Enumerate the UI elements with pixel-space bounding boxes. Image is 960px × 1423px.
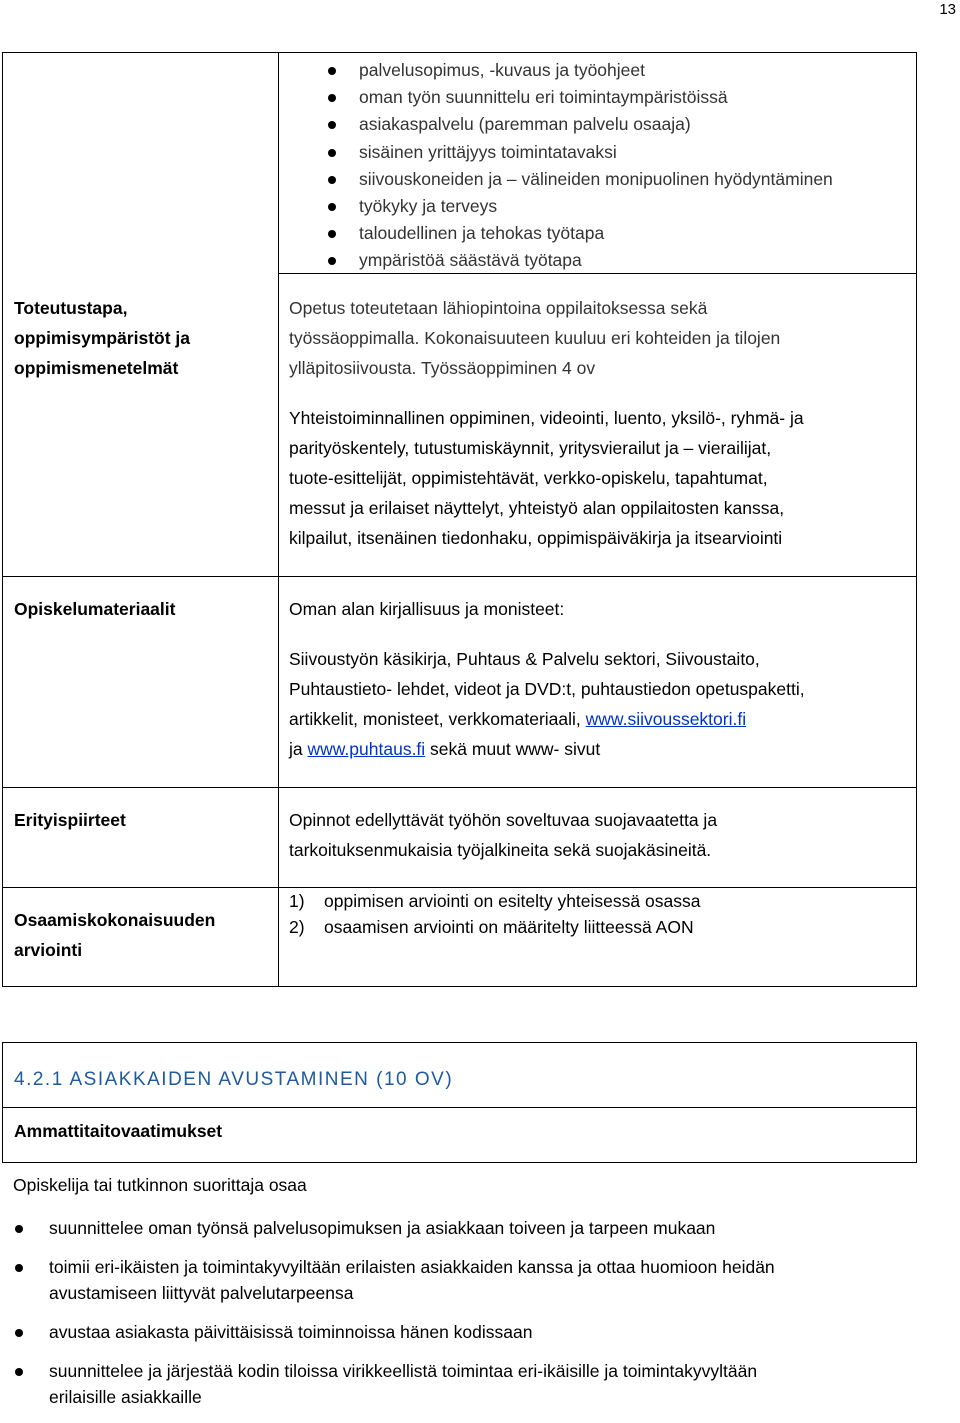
bullet-icon — [15, 1329, 23, 1337]
list-item-text: taloudellinen ja tehokas työtapa — [359, 223, 605, 244]
list-item — [289, 220, 833, 247]
column-divider — [278, 53, 279, 986]
list-item: suunnittelee oman työnsä palvelusopimuksen ja asiakkaan toiveen ja tarpeen mukaan — [13, 1215, 913, 1241]
materiaalit-line: Siivoustyön käsikirja, Puhtaus & Palvelu sektori, Siivoustaito, — [289, 649, 760, 669]
toteutustapa-label: Toteutustapa, oppimisympäristöt ja oppimismenetelmät — [14, 298, 191, 378]
bullet-icon — [328, 149, 336, 157]
arviointi-label: Osaamiskokonaisuuden arviointi — [14, 910, 216, 960]
row-divider — [3, 787, 916, 788]
list-item-text: palvelusopimus, -kuvaus ja työohjeet — [359, 60, 645, 80]
bullet-icon — [328, 203, 336, 211]
bullet-icon — [328, 67, 336, 75]
competence-intro: Opiskelija tai tutkinnon suorittaja osaa — [13, 1175, 307, 1195]
row-divider — [3, 576, 916, 577]
bullet-icon — [328, 121, 336, 129]
toteutus-paragraph-2: Yhteistoiminnallinen oppiminen, videointi, luento, yksilö-, ryhmä- ja parityöskentely, tutustumiskäynnit, yritysvierailut ja – vierailijat, tuote-esittelijät, oppimistehtävät, verkko-opiskelu, tapahtumat, messut ja erilaiset näyttelyt, yhteistyö alan oppilaitosten kanssa, kilpailut, itsenäinen tiedonhaku, oppimispäiväkirja ja itsearviointi — [289, 408, 804, 548]
bullet-icon — [328, 176, 336, 184]
materiaalit-line: ja www.puhtaus.fi sekä muut www- sivut — [289, 739, 601, 759]
materiaalit-intro: Oman alan kirjallisuus ja monisteet: — [289, 599, 565, 619]
list-item — [289, 57, 833, 84]
list-item — [289, 193, 833, 220]
section-subtitle: Ammattitaitovaatimukset — [14, 1121, 223, 1141]
list-item-text: ympäristöä säästävä työtapa — [359, 250, 582, 271]
list-item: 1) oppimisen arviointi on esitelty yhteisessä osassa — [289, 891, 701, 911]
materiaalit-line: Puhtaustieto- lehdet, videot ja DVD:t, puhtaustiedon opetuspaketti, — [289, 679, 805, 699]
bullet-icon — [15, 1368, 23, 1376]
siivoussektori-link[interactable]: www.siivoussektori.fi — [585, 709, 747, 729]
curriculum-table — [2, 52, 917, 987]
list-item: avustaa asiakasta päivittäisissä toiminnoissa hänen kodissaan — [13, 1319, 913, 1345]
section-title: 4.2.1 ASIAKKAIDEN AVUSTAMINEN (10 OV) — [14, 1069, 454, 1090]
toteutus-paragraph-1: Opetus toteutetaan lähiopintoina oppilaitoksessa sekä työssäoppimalla. Kokonaisuuteen kuuluu eri kohteiden ja tilojen ylläpitosiivousta. Työssäoppiminen 4 ov — [289, 298, 781, 378]
materiaalit-line: artikkelit, monisteet, verkkomateriaali, www.siivoussektori.fi — [289, 709, 747, 729]
list-item-text: oman työn suunnittelu eri toimintaympäristöissä — [359, 87, 728, 108]
list-item — [289, 166, 833, 193]
list-item — [289, 247, 833, 274]
bullet-icon — [15, 1225, 23, 1233]
list-item-text: asiakaspalvelu (paremman palvelu osaaja) — [359, 114, 691, 135]
erityispiirteet-text: Opinnot edellyttävät työhön soveltuvaa suojavaatetta ja tarkoituksenmukaisia työjalkineita sekä suojakäsineitä. — [289, 810, 718, 860]
materiaalit-list — [289, 644, 805, 764]
opiskelumateriaalit-label: Opiskelumateriaalit — [14, 599, 176, 619]
puhtaus-link[interactable]: www.puhtaus.fi — [307, 739, 426, 759]
list-item — [289, 111, 833, 138]
list-item — [289, 139, 833, 166]
bullet-icon — [328, 230, 336, 238]
row-divider — [3, 1107, 916, 1108]
list-item: 2) osaamisen arviointi on määritelty liitteessä AON — [289, 917, 694, 937]
bullet-icon — [328, 257, 336, 265]
arviointi-list — [289, 888, 700, 940]
list-item-text: siivouskoneiden ja – välineiden monipuolinen hyödyntäminen — [359, 168, 833, 189]
competence-list — [13, 1215, 913, 1423]
content-bullet-list — [289, 57, 833, 275]
list-item: toimii eri-ikäisten ja toimintakyvyiltään erilaisten asiakkaiden kanssa ja ottaa huomioon heidän avustamiseen liittyvät palvelutarpeensa — [13, 1254, 913, 1306]
page-number: 13 — [939, 1, 956, 18]
bullet-icon — [15, 1264, 23, 1272]
list-item: suunnittelee ja järjestää kodin tiloissa virikkeellistä toimintaa eri-ikäisille ja toimintakyvyltään erilaisille asiakkaille — [13, 1358, 913, 1410]
list-item — [289, 84, 833, 111]
section-header-table — [2, 1042, 917, 1163]
list-item-text: työkyky ja terveys — [359, 196, 498, 217]
bullet-icon — [328, 94, 336, 102]
list-item-text: sisäinen yrittäjyys toimintatavaksi — [359, 141, 617, 162]
erityispiirteet-label: Erityispiirteet — [14, 810, 126, 830]
